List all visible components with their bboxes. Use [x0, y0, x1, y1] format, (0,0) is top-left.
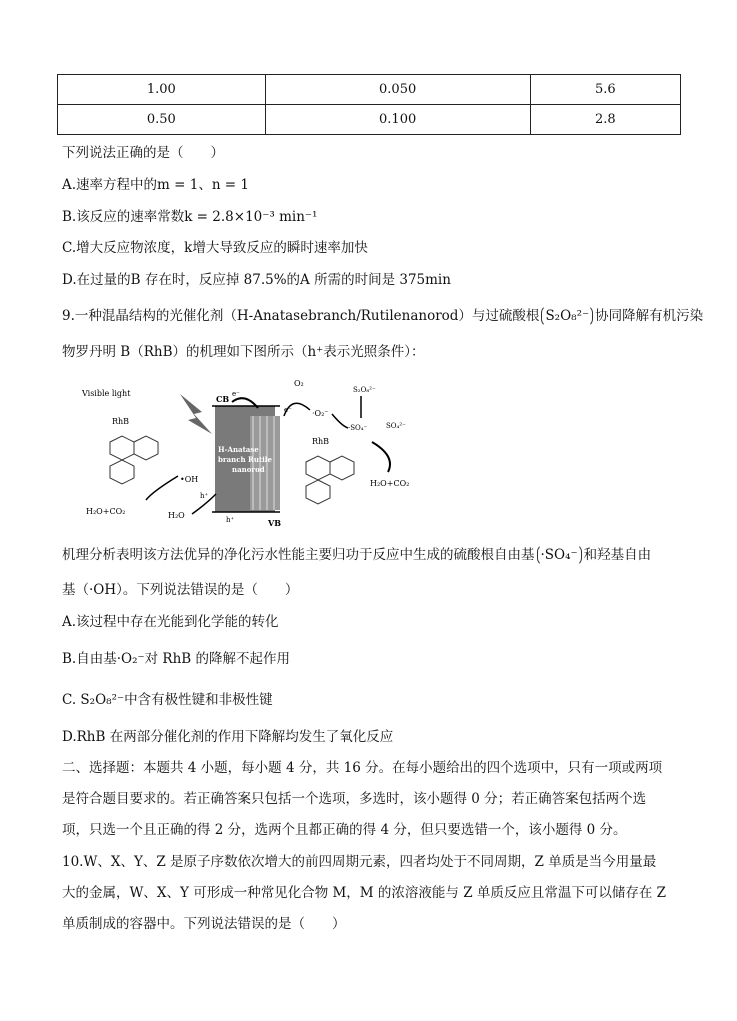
- s2o8-formula: S₂O₈²⁻: [541, 305, 593, 327]
- rhb-left-label: RhB: [112, 417, 130, 426]
- electron-label-1: e⁻: [232, 390, 240, 398]
- q9-analysis-line1: [62, 544, 651, 566]
- table-cell: 0.100: [265, 105, 530, 135]
- table-row: [58, 105, 681, 135]
- q9-stem-line1: [62, 305, 703, 327]
- q9-option-b-pre: B.自由基: [62, 651, 117, 667]
- q9-analysis1-tail: 和羟基自由: [583, 547, 652, 563]
- q9-analysis1-text: 机理分析表明该方法优异的净化污水性能主要归功于反应中生成的硫酸根自由基: [62, 547, 535, 563]
- table-cell: 0.050: [265, 75, 530, 105]
- section2-line3: 项，只选一个且正确的得 2 分，选两个且都正确的得 4 分，但只要选错一个，该小题得 0 分。: [62, 822, 627, 838]
- q8-option-d: D.在过量的B 存在时，反应掉 87.5%的A 所需的时间是 375min: [62, 272, 451, 288]
- section2-line2: 是符合题目要求的。若正确答案只包括一个选项，多选时，该小题得 0 分；若正确答案包括两个选: [62, 791, 647, 807]
- hole-label-1: h⁺: [200, 492, 209, 500]
- rate-data-table: [57, 74, 681, 135]
- hole-label-2: h⁺: [226, 516, 235, 524]
- q8-option-a: A.速率方程中的m = 1、n = 1: [62, 177, 250, 193]
- rhb-left-structure: [110, 436, 158, 484]
- section2-line1: 二、选择题：本题共 4 小题，每小题 4 分，共 16 分。在每小题给出的四个选项中，只有一项或两项: [62, 760, 663, 776]
- table-cell: 0.50: [58, 105, 266, 135]
- product-right-label: H₂O+CO₂: [370, 479, 410, 488]
- electron-label-2: e⁻: [284, 406, 292, 414]
- q8-option-c: C.增大反应物浓度，k增大导致反应的瞬时速率加快: [62, 240, 368, 256]
- rhb-right-structure: [306, 456, 354, 504]
- o2-label: O₂: [294, 379, 304, 388]
- water-label: H₂O: [168, 511, 185, 520]
- cb-label: CB: [216, 394, 230, 404]
- q8-stem: 下列说法正确的是（ ）: [62, 145, 224, 161]
- lightning-icon: [180, 394, 212, 434]
- q9-option-c-post: 中含有极性键和非极性键: [124, 692, 273, 708]
- vb-label: VB: [268, 518, 281, 528]
- q9-stem1-text: 9.一种混晶结构的光催化剂（H-Anatasebranch/Rutilenanorod）与过硫酸根: [62, 308, 540, 324]
- q9-stem1-tail: 协同降解有机污染: [595, 308, 704, 324]
- visible-light-label: Visible light: [82, 389, 131, 398]
- superoxide-formula: ·O₂⁻: [116, 651, 145, 667]
- sulfate-label: SO₄²⁻: [386, 422, 406, 430]
- q8-option-b: B.该反应的速率常数k = 2.8×10⁻³ min⁻¹: [62, 209, 318, 225]
- product-left-label: H₂O+CO₂: [86, 507, 126, 516]
- q9-option-a: A.该过程中存在光能到化学能的转化: [62, 614, 279, 630]
- rhb-right-label: RhB: [312, 437, 330, 446]
- q9-stem-line2: 物罗丹明 B（RhB）的机理如下图所示（h⁺表示光照条件）：: [62, 344, 425, 360]
- table-cell: 5.6: [530, 75, 680, 105]
- q10-line2: 大的金属，W、X、Y 可形成一种常见化合物 M，M 的浓溶液能与 Z 单质反应且常温下可以储存在 Z: [62, 885, 667, 901]
- q9-option-c: [62, 690, 273, 710]
- table-row: [58, 75, 681, 105]
- persulfate-label: S₂O₈²⁻: [353, 386, 376, 394]
- catalyst-label-1: H-Anatase: [218, 445, 259, 454]
- hydroxyl-radical-label: •OH: [180, 475, 199, 484]
- superoxide-label: ·O₂⁻: [312, 409, 329, 418]
- q10-line1: 10.W、X、Y、Z 是原子序数依次增大的前四周期元素，四者均处于不同周期，Z 单质是当今用量最: [62, 854, 657, 870]
- table-cell: 2.8: [530, 105, 680, 135]
- table-cell: 1.00: [58, 75, 266, 105]
- persulfate-formula: C. S₂O₈²⁻: [62, 692, 125, 708]
- q9-option-d: D.RhB 在两部分催化剂的作用下降解均发生了氧化反应: [62, 729, 394, 745]
- mechanism-diagram: [80, 372, 430, 532]
- q9-option-b-post: 对 RhB 的降解不起作用: [144, 651, 290, 667]
- catalyst-label-2: branch Rutile: [218, 455, 272, 464]
- sulfate-radical-label: ·SO₄⁻: [348, 424, 368, 432]
- q9-option-b: [62, 649, 290, 669]
- catalyst-label-3: nanorod: [232, 465, 265, 474]
- q9-analysis-line2: 基（·OH）。下列说法错误的是（ ）: [62, 582, 299, 598]
- sulfate-radical-formula: ·SO₄⁻: [537, 544, 582, 566]
- q10-line3: 单质制成的容器中。下列说法错误的是（ ）: [62, 916, 346, 932]
